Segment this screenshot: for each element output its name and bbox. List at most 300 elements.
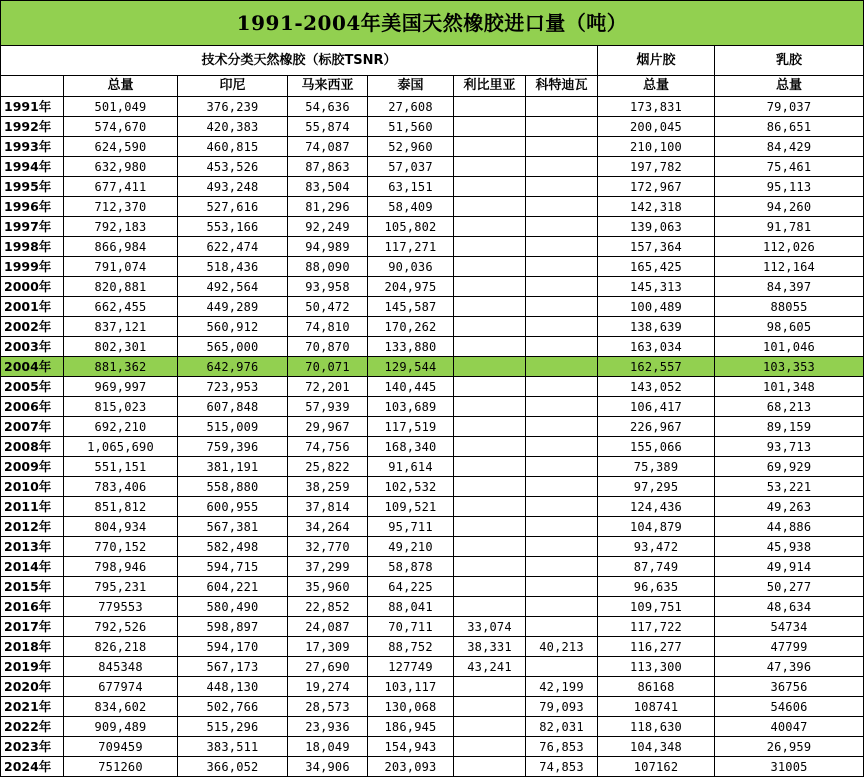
cell-malaysia: 32,770	[288, 537, 368, 557]
cell-thailand: 27,608	[368, 97, 454, 117]
cell-tsnr-total: 815,023	[64, 397, 178, 417]
cell-thailand: 52,960	[368, 137, 454, 157]
cell-thailand: 170,262	[368, 317, 454, 337]
cell-cote-divoire	[526, 517, 598, 537]
cell-liberia	[454, 117, 526, 137]
table-row	[1, 357, 864, 377]
cell-tsnr-total: 551,151	[64, 457, 178, 477]
year-cell: 2012年	[1, 517, 64, 537]
group-header-smoked-sheet: 烟片胶	[598, 46, 715, 76]
cell-smoked-total: 86168	[598, 677, 715, 697]
cell-cote-divoire	[526, 317, 598, 337]
cell-tsnr-total: 795,231	[64, 577, 178, 597]
cell-smoked-total: 172,967	[598, 177, 715, 197]
cell-liberia	[454, 317, 526, 337]
cell-liberia	[454, 477, 526, 497]
cell-thailand: 168,340	[368, 437, 454, 457]
table-row	[1, 417, 864, 437]
cell-liberia	[454, 257, 526, 277]
sub-header-row	[1, 76, 864, 97]
cell-indonesia: 567,173	[178, 657, 288, 677]
cell-malaysia: 74,756	[288, 437, 368, 457]
cell-tsnr-total: 820,881	[64, 277, 178, 297]
table-row	[1, 437, 864, 457]
cell-indonesia: 453,526	[178, 157, 288, 177]
cell-thailand: 186,945	[368, 717, 454, 737]
cell-indonesia: 448,130	[178, 677, 288, 697]
cell-thailand: 140,445	[368, 377, 454, 397]
cell-malaysia: 93,958	[288, 277, 368, 297]
cell-liberia	[454, 217, 526, 237]
cell-liberia	[454, 357, 526, 377]
cell-liberia	[454, 457, 526, 477]
sub-header-smoked-total: 总量	[598, 76, 715, 97]
cell-tsnr-total: 792,183	[64, 217, 178, 237]
title-row	[1, 1, 864, 46]
cell-malaysia: 22,852	[288, 597, 368, 617]
cell-smoked-total: 104,348	[598, 737, 715, 757]
cell-indonesia: 567,381	[178, 517, 288, 537]
year-cell: 2003年	[1, 337, 64, 357]
cell-tsnr-total: 709459	[64, 737, 178, 757]
cell-thailand: 103,117	[368, 677, 454, 697]
cell-smoked-total: 109,751	[598, 597, 715, 617]
cell-cote-divoire	[526, 237, 598, 257]
cell-smoked-total: 100,489	[598, 297, 715, 317]
year-cell: 2008年	[1, 437, 64, 457]
cell-thailand: 109,521	[368, 497, 454, 517]
cell-malaysia: 34,906	[288, 757, 368, 777]
cell-indonesia: 366,052	[178, 757, 288, 777]
table-row	[1, 137, 864, 157]
cell-indonesia: 515,009	[178, 417, 288, 437]
cell-cote-divoire: 76,853	[526, 737, 598, 757]
cell-tsnr-total: 677,411	[64, 177, 178, 197]
cell-thailand: 154,943	[368, 737, 454, 757]
cell-malaysia: 17,309	[288, 637, 368, 657]
cell-thailand: 102,532	[368, 477, 454, 497]
cell-malaysia: 92,249	[288, 217, 368, 237]
cell-tsnr-total: 804,934	[64, 517, 178, 537]
cell-cote-divoire: 40,213	[526, 637, 598, 657]
cell-latex-total: 86,651	[715, 117, 864, 137]
cell-malaysia: 28,573	[288, 697, 368, 717]
table-row	[1, 497, 864, 517]
cell-liberia	[454, 277, 526, 297]
year-cell: 2010年	[1, 477, 64, 497]
cell-cote-divoire	[526, 257, 598, 277]
cell-latex-total: 49,914	[715, 557, 864, 577]
cell-smoked-total: 226,967	[598, 417, 715, 437]
cell-thailand: 105,802	[368, 217, 454, 237]
table-row	[1, 677, 864, 697]
cell-smoked-total: 155,066	[598, 437, 715, 457]
cell-liberia	[454, 737, 526, 757]
cell-cote-divoire: 79,093	[526, 697, 598, 717]
cell-cote-divoire	[526, 337, 598, 357]
cell-indonesia: 642,976	[178, 357, 288, 377]
table-row	[1, 577, 864, 597]
cell-thailand: 88,752	[368, 637, 454, 657]
table-row	[1, 537, 864, 557]
cell-malaysia: 18,049	[288, 737, 368, 757]
table-row	[1, 557, 864, 577]
cell-latex-total: 68,213	[715, 397, 864, 417]
cell-malaysia: 54,636	[288, 97, 368, 117]
table-row	[1, 517, 864, 537]
cell-tsnr-total: 783,406	[64, 477, 178, 497]
cell-indonesia: 492,564	[178, 277, 288, 297]
cell-tsnr-total: 779553	[64, 597, 178, 617]
table-row	[1, 97, 864, 117]
cell-latex-total: 112,026	[715, 237, 864, 257]
year-cell: 1992年	[1, 117, 64, 137]
cell-indonesia: 558,880	[178, 477, 288, 497]
cell-latex-total: 47799	[715, 637, 864, 657]
table-row	[1, 337, 864, 357]
cell-smoked-total: 116,277	[598, 637, 715, 657]
cell-latex-total: 45,938	[715, 537, 864, 557]
year-cell: 2009年	[1, 457, 64, 477]
cell-latex-total: 36756	[715, 677, 864, 697]
cell-thailand: 70,711	[368, 617, 454, 637]
cell-cote-divoire	[526, 537, 598, 557]
cell-malaysia: 83,504	[288, 177, 368, 197]
table-row	[1, 617, 864, 637]
cell-cote-divoire	[526, 277, 598, 297]
cell-malaysia: 23,936	[288, 717, 368, 737]
cell-smoked-total: 145,313	[598, 277, 715, 297]
cell-liberia	[454, 177, 526, 197]
cell-latex-total: 103,353	[715, 357, 864, 377]
cell-thailand: 117,271	[368, 237, 454, 257]
cell-liberia	[454, 517, 526, 537]
cell-malaysia: 74,810	[288, 317, 368, 337]
cell-smoked-total: 87,749	[598, 557, 715, 577]
cell-malaysia: 74,087	[288, 137, 368, 157]
cell-thailand: 88,041	[368, 597, 454, 617]
cell-latex-total: 101,046	[715, 337, 864, 357]
cell-tsnr-total: 791,074	[64, 257, 178, 277]
sub-header-year	[1, 76, 64, 97]
year-cell: 2005年	[1, 377, 64, 397]
year-cell: 1998年	[1, 237, 64, 257]
cell-latex-total: 31005	[715, 757, 864, 777]
year-cell: 2001年	[1, 297, 64, 317]
cell-smoked-total: 162,557	[598, 357, 715, 377]
cell-indonesia: 376,239	[178, 97, 288, 117]
cell-liberia: 33,074	[454, 617, 526, 637]
cell-latex-total: 79,037	[715, 97, 864, 117]
cell-tsnr-total: 624,590	[64, 137, 178, 157]
cell-cote-divoire	[526, 477, 598, 497]
cell-indonesia: 493,248	[178, 177, 288, 197]
cell-thailand: 130,068	[368, 697, 454, 717]
cell-malaysia: 24,087	[288, 617, 368, 637]
cell-liberia	[454, 717, 526, 737]
cell-liberia	[454, 337, 526, 357]
cell-tsnr-total: 692,210	[64, 417, 178, 437]
cell-tsnr-total: 574,670	[64, 117, 178, 137]
cell-latex-total: 69,929	[715, 457, 864, 477]
cell-latex-total: 95,113	[715, 177, 864, 197]
cell-liberia	[454, 417, 526, 437]
cell-malaysia: 37,299	[288, 557, 368, 577]
cell-latex-total: 101,348	[715, 377, 864, 397]
group-header-tsnr: 技术分类天然橡胶（标胶TSNR）	[1, 46, 598, 76]
cell-latex-total: 40047	[715, 717, 864, 737]
cell-latex-total: 91,781	[715, 217, 864, 237]
cell-smoked-total: 97,295	[598, 477, 715, 497]
cell-malaysia: 55,874	[288, 117, 368, 137]
cell-smoked-total: 197,782	[598, 157, 715, 177]
cell-cote-divoire	[526, 97, 598, 117]
cell-tsnr-total: 1,065,690	[64, 437, 178, 457]
cell-indonesia: 502,766	[178, 697, 288, 717]
cell-tsnr-total: 712,370	[64, 197, 178, 217]
year-cell: 2024年	[1, 757, 64, 777]
cell-tsnr-total: 826,218	[64, 637, 178, 657]
year-cell: 2019年	[1, 657, 64, 677]
cell-indonesia: 759,396	[178, 437, 288, 457]
cell-liberia	[454, 297, 526, 317]
cell-liberia	[454, 577, 526, 597]
cell-latex-total: 54734	[715, 617, 864, 637]
cell-liberia	[454, 497, 526, 517]
cell-thailand: 57,037	[368, 157, 454, 177]
year-cell: 1993年	[1, 137, 64, 157]
table-row	[1, 277, 864, 297]
table-row	[1, 457, 864, 477]
cell-cote-divoire	[526, 417, 598, 437]
cell-thailand: 117,519	[368, 417, 454, 437]
cell-smoked-total: 200,045	[598, 117, 715, 137]
cell-latex-total: 50,277	[715, 577, 864, 597]
cell-thailand: 103,689	[368, 397, 454, 417]
table-row	[1, 317, 864, 337]
cell-thailand: 203,093	[368, 757, 454, 777]
cell-smoked-total: 143,052	[598, 377, 715, 397]
cell-smoked-total: 165,425	[598, 257, 715, 277]
cell-tsnr-total: 501,049	[64, 97, 178, 117]
cell-cote-divoire	[526, 157, 598, 177]
table-row	[1, 697, 864, 717]
year-cell: 2000年	[1, 277, 64, 297]
cell-cote-divoire	[526, 617, 598, 637]
cell-indonesia: 598,897	[178, 617, 288, 637]
year-cell: 2023年	[1, 737, 64, 757]
sub-header-tsnr-total: 总量	[64, 76, 178, 97]
cell-thailand: 58,409	[368, 197, 454, 217]
cell-cote-divoire	[526, 377, 598, 397]
cell-smoked-total: 142,318	[598, 197, 715, 217]
cell-cote-divoire: 42,199	[526, 677, 598, 697]
cell-malaysia: 70,870	[288, 337, 368, 357]
group-header-latex: 乳胶	[715, 46, 864, 76]
cell-indonesia: 515,296	[178, 717, 288, 737]
cell-liberia: 43,241	[454, 657, 526, 677]
cell-thailand: 58,878	[368, 557, 454, 577]
cell-smoked-total: 108741	[598, 697, 715, 717]
cell-indonesia: 383,511	[178, 737, 288, 757]
cell-latex-total: 44,886	[715, 517, 864, 537]
cell-smoked-total: 138,639	[598, 317, 715, 337]
year-cell: 2004年	[1, 357, 64, 377]
table-row	[1, 217, 864, 237]
cell-smoked-total: 96,635	[598, 577, 715, 597]
year-cell: 2006年	[1, 397, 64, 417]
cell-indonesia: 594,715	[178, 557, 288, 577]
cell-thailand: 204,975	[368, 277, 454, 297]
sub-header-malaysia: 马来西亚	[288, 76, 368, 97]
cell-tsnr-total: 770,152	[64, 537, 178, 557]
cell-thailand: 145,587	[368, 297, 454, 317]
table-row	[1, 397, 864, 417]
cell-malaysia: 27,690	[288, 657, 368, 677]
cell-latex-total: 89,159	[715, 417, 864, 437]
cell-tsnr-total: 866,984	[64, 237, 178, 257]
cell-tsnr-total: 751260	[64, 757, 178, 777]
cell-tsnr-total: 851,812	[64, 497, 178, 517]
cell-liberia	[454, 97, 526, 117]
cell-indonesia: 460,815	[178, 137, 288, 157]
cell-tsnr-total: 798,946	[64, 557, 178, 577]
cell-smoked-total: 157,364	[598, 237, 715, 257]
cell-cote-divoire	[526, 397, 598, 417]
cell-tsnr-total: 677974	[64, 677, 178, 697]
table-row	[1, 657, 864, 677]
cell-latex-total: 26,959	[715, 737, 864, 757]
cell-cote-divoire	[526, 197, 598, 217]
cell-latex-total: 94,260	[715, 197, 864, 217]
table-row	[1, 117, 864, 137]
cell-liberia	[454, 377, 526, 397]
year-cell: 2002年	[1, 317, 64, 337]
cell-smoked-total: 93,472	[598, 537, 715, 557]
table-row	[1, 157, 864, 177]
cell-cote-divoire	[526, 217, 598, 237]
cell-liberia	[454, 397, 526, 417]
cell-smoked-total: 118,630	[598, 717, 715, 737]
cell-thailand: 127749	[368, 657, 454, 677]
cell-indonesia: 580,490	[178, 597, 288, 617]
cell-liberia	[454, 597, 526, 617]
cell-latex-total: 93,713	[715, 437, 864, 457]
cell-thailand: 64,225	[368, 577, 454, 597]
cell-indonesia: 420,383	[178, 117, 288, 137]
cell-cote-divoire	[526, 597, 598, 617]
cell-indonesia: 527,616	[178, 197, 288, 217]
cell-latex-total: 98,605	[715, 317, 864, 337]
year-cell: 1999年	[1, 257, 64, 277]
year-cell: 2007年	[1, 417, 64, 437]
table-row	[1, 717, 864, 737]
cell-cote-divoire	[526, 657, 598, 677]
cell-malaysia: 19,274	[288, 677, 368, 697]
cell-smoked-total: 104,879	[598, 517, 715, 537]
cell-latex-total: 48,634	[715, 597, 864, 617]
table-row	[1, 757, 864, 777]
cell-smoked-total: 106,417	[598, 397, 715, 417]
cell-smoked-total: 117,722	[598, 617, 715, 637]
cell-indonesia: 622,474	[178, 237, 288, 257]
year-cell: 2015年	[1, 577, 64, 597]
sub-header-latex-total: 总量	[715, 76, 864, 97]
cell-smoked-total: 107162	[598, 757, 715, 777]
cell-cote-divoire	[526, 297, 598, 317]
cell-malaysia: 87,863	[288, 157, 368, 177]
year-cell: 2020年	[1, 677, 64, 697]
cell-latex-total: 54606	[715, 697, 864, 717]
cell-tsnr-total: 909,489	[64, 717, 178, 737]
table-row	[1, 237, 864, 257]
cell-latex-total: 88055	[715, 297, 864, 317]
cell-latex-total: 112,164	[715, 257, 864, 277]
cell-tsnr-total: 837,121	[64, 317, 178, 337]
cell-malaysia: 25,822	[288, 457, 368, 477]
cell-malaysia: 34,264	[288, 517, 368, 537]
cell-cote-divoire	[526, 137, 598, 157]
year-cell: 2017年	[1, 617, 64, 637]
sub-header-liberia: 利比里亚	[454, 76, 526, 97]
cell-cote-divoire: 74,853	[526, 757, 598, 777]
cell-liberia	[454, 697, 526, 717]
table-title: 1991-2004年美国天然橡胶进口量（吨）	[1, 1, 864, 46]
cell-latex-total: 75,461	[715, 157, 864, 177]
cell-thailand: 51,560	[368, 117, 454, 137]
table-row	[1, 737, 864, 757]
cell-smoked-total: 139,063	[598, 217, 715, 237]
cell-indonesia: 582,498	[178, 537, 288, 557]
cell-liberia	[454, 197, 526, 217]
year-cell: 2014年	[1, 557, 64, 577]
cell-liberia	[454, 437, 526, 457]
cell-cote-divoire	[526, 577, 598, 597]
cell-thailand: 129,544	[368, 357, 454, 377]
cell-malaysia: 94,989	[288, 237, 368, 257]
cell-indonesia: 553,166	[178, 217, 288, 237]
sub-header-indonesia: 印尼	[178, 76, 288, 97]
year-cell: 2011年	[1, 497, 64, 517]
cell-indonesia: 560,912	[178, 317, 288, 337]
cell-tsnr-total: 845348	[64, 657, 178, 677]
table-row	[1, 637, 864, 657]
cell-smoked-total: 124,436	[598, 497, 715, 517]
year-cell: 1997年	[1, 217, 64, 237]
cell-latex-total: 84,397	[715, 277, 864, 297]
cell-cote-divoire	[526, 437, 598, 457]
cell-tsnr-total: 969,997	[64, 377, 178, 397]
cell-cote-divoire	[526, 357, 598, 377]
cell-malaysia: 35,960	[288, 577, 368, 597]
cell-liberia	[454, 557, 526, 577]
year-cell: 1991年	[1, 97, 64, 117]
cell-latex-total: 47,396	[715, 657, 864, 677]
cell-liberia	[454, 757, 526, 777]
cell-indonesia: 723,953	[178, 377, 288, 397]
cell-indonesia: 449,289	[178, 297, 288, 317]
cell-liberia	[454, 537, 526, 557]
table-row	[1, 597, 864, 617]
cell-smoked-total: 113,300	[598, 657, 715, 677]
cell-malaysia: 57,939	[288, 397, 368, 417]
cell-liberia	[454, 137, 526, 157]
cell-indonesia: 518,436	[178, 257, 288, 277]
year-cell: 2018年	[1, 637, 64, 657]
cell-malaysia: 29,967	[288, 417, 368, 437]
year-cell: 1995年	[1, 177, 64, 197]
cell-thailand: 63,151	[368, 177, 454, 197]
